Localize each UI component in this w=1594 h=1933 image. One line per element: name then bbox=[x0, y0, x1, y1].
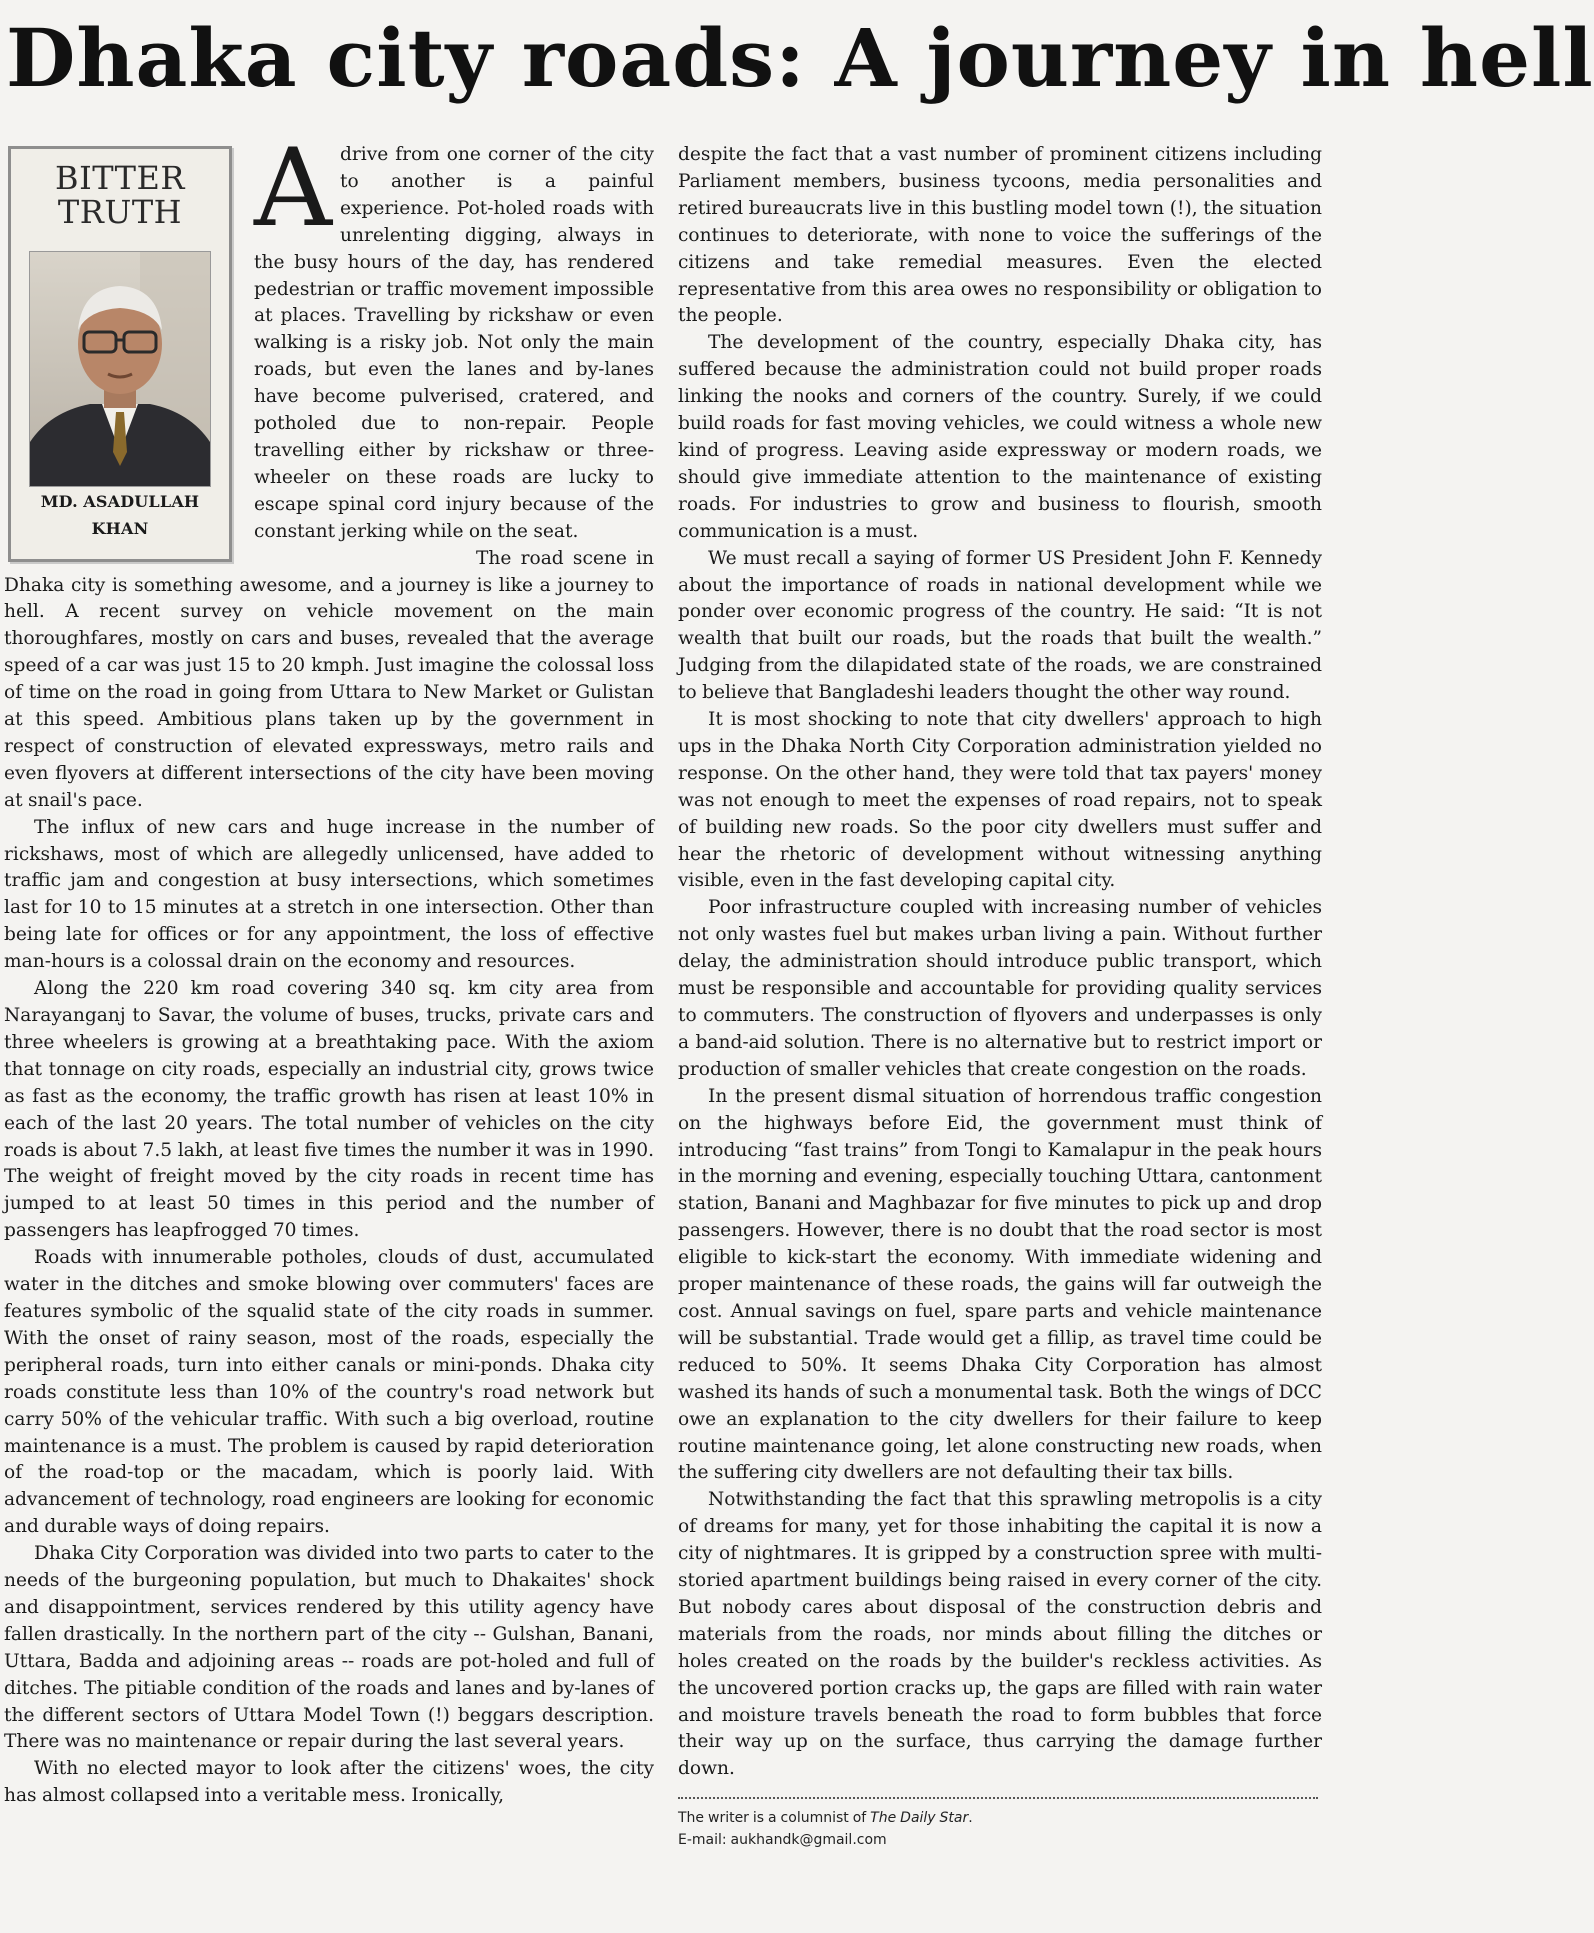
author-name: MD. ASADULLAH KHAN bbox=[40, 492, 200, 539]
article-column-right bbox=[678, 142, 1322, 1851]
writer-note bbox=[678, 1807, 1322, 1851]
paragraph-8: despite the fact that a vast number of prominent citizens including Parliament members, business tycoons, media personalities and retired bureaucrats live in this bustling model town (!), the situation continues to deteriorate, with none to voice the sufferings of the citizens and take remedial measures. Even the elected representative from this area owes no responsibility or obligation to the people. bbox=[678, 144, 1322, 327]
paragraph-10: We must recall a saying of former US President John F. Kennedy about the importance of roads in national development while we ponder over economic progress of the country. He said: “It is not wealth that built our roads, but the roads that built the wealth.” Judging from the dilapidated state of the roads, we are constrained to believe that Bangladeshi leaders thought the other way round. bbox=[678, 547, 1322, 704]
paragraph-13: In the present dismal situation of horrendous traffic congestion on the highways before Eid, the government must think of introducing “fast trains” from Tongi to Kamalapur in the peak hours in the morning and evening, especially touching Uttara, cantonment station, Banani and Maghbazar for five minutes to pick up and drop passengers. However, there is no doubt that the road sector is most eligible to kick-start the economy. With immediate widening and proper maintenance of these roads, the gains will far outweigh the cost. Annual savings on fuel, spare parts and vehicle maintenance will be substantial. Trade would get a fillip, as travel time could be reduced to 50%. It seems Dhaka City Corporation has almost washed its hands of such a monumental task. Both the wings of DCC owe an explanation to the city dwellers for their failure to keep routine maintenance going, let alone constructing new roads, when the suffering city dwellers are not defaulting their tax bills. bbox=[678, 1085, 1322, 1484]
headline: Dhaka city roads: A journey in hell bbox=[6, 11, 1594, 105]
paragraph-2: The road scene in Dhaka city is something awesome, and a journey is like a journey to hell. A recent survey on vehicle movement on the main thoroughfares, mostly on cars and buses, revealed that the average speed of a car was just 15 to 20 kmph. Just imagine the colossal loss of time on the road in going from Uttara to New Market or Gulistan at this speed. Ambitious plans taken up by the government in respect of construction of elevated expressways, metro rails and even flyovers at different intersections of the city have been moving at snail's pace. bbox=[4, 547, 654, 811]
paragraph-14: Notwithstanding the fact that this sprawling metropolis is a city of dreams for many, yet for those inhabiting the capital it is now a city of nightmares. It is gripped by a construction spree with multi-storied apartment buildings being raised in every corner of the city. But nobody cares about disposal of the construction debris and materials from the roads, nor minds about filling the ditches or holes created on the roads by the builder's reckless activities. As the uncovered portion cracks up, the gaps are filled with rain water and moisture travels beneath the road to form bubbles that force their way up on the surface, thus carrying the damage further down. bbox=[678, 1489, 1322, 1780]
column-title-line2: TRUTH bbox=[57, 193, 183, 231]
paragraph-9: The development of the country, especially Dhaka city, has suffered because the administration could not build proper roads linking the nooks and corners of the country. Surely, if we could build roads for fast moving vehicles, we could witness a whole new kind of progress. Leaving aside expressway or modern roads, we should give immediate attention to the maintenance of existing roads. For industries to grow and business to flourish, smooth communication is a must. bbox=[678, 332, 1322, 542]
drop-cap: A bbox=[254, 126, 332, 251]
paragraph-3: The influx of new cars and huge increase in the number of rickshaws, most of which are allegedly unlicensed, have added to traffic jam and congestion at busy intersections, which sometimes last for 10 to 15 minutes at a stretch in one intersection. Other than being late for offices or for any appointment, the loss of effective man-hours is a colossal drain on the economy and resources. bbox=[4, 816, 654, 973]
paragraph-12: Poor infrastructure coupled with increasing number of vehicles not only wastes fuel but makes urban living a pain. Without further delay, the administration should introduce public transport, which must be responsible and accountable for providing quality services to commuters. The construction of flyovers and underpasses is only a band-aid solution. There is no alternative but to restrict import or production of smaller vehicles that create congestion on the roads. bbox=[678, 897, 1322, 1080]
column-title bbox=[11, 161, 229, 229]
paragraph-4: Along the 220 km road covering 340 sq. km city area from Narayanganj to Savar, the volume of buses, trucks, private cars and three wheelers is growing at a breathtaking pace. With the axiom that tonnage on city roads, especially an industrial city, grows twice as fast as the economy, the traffic growth has risen at least 10% in each of the last 20 years. The total number of vehicles on the city roads is about 7.5 lakh, at least five times the number it was in 1990. The weight of freight moved by the city roads in recent time has jumped to at least 50 times in this period and the number of passengers has leapfrogged 70 times. bbox=[4, 978, 654, 1242]
paragraph-11: It is most shocking to note that city dwellers' approach to high ups in the Dhaka North City Corporation administration yielded no response. On the other hand, they were told that tax payers' money was not enough to meet the expenses of road repairs, not to speak of building new roads. So the poor city dwellers must suffer and hear the rhetoric of development without witnessing anything visible, even in the fast developing capital city. bbox=[678, 709, 1322, 892]
publication-name: The Daily Star bbox=[870, 1810, 969, 1827]
paragraph-5: Roads with innumerable potholes, clouds of dust, accumulated water in the ditches and smoke blowing over commuters' faces are features symbolic of the squalid state of the city roads in summer. With the onset of rainy season, most of the roads, especially the peripheral roads, turn into either canals or mini-ponds. Dhaka city roads constitute less than 10% of the country's road network but carry 50% of the vehicular traffic. With such a big overload, routine maintenance is a must. The problem is caused by rapid deterioration of the road-top or the macadam, which is poorly laid. With advancement of technology, road engineers are looking for economic and durable ways of doing repairs. bbox=[4, 1247, 654, 1538]
writer-credit bbox=[678, 1807, 1322, 1829]
writer-prefix: The writer is a columnist of bbox=[678, 1810, 867, 1827]
paragraph-6: Dhaka City Corporation was divided into two parts to cater to the needs of the burgeoning population, but much to Dhakaites' shock and disappointment, services rendered by this utility agency have fallen drastically. In the northern part of the city -- Gulshan, Banani, Uttara, Badda and adjoining areas -- roads are pot-holed and full of ditches. The pitiable condition of the roads and lanes and by-lanes of the different sectors of Uttara Model Town (!) beggars description. There was no maintenance or repair during the last several years. bbox=[4, 1543, 654, 1753]
column-title-line1: BITTER bbox=[55, 159, 185, 197]
footer-divider bbox=[678, 1797, 1318, 1799]
writer-email: E-mail: aukhandk@gmail.com bbox=[678, 1832, 887, 1849]
author-portrait bbox=[29, 251, 211, 487]
writer-suffix: . bbox=[968, 1810, 973, 1827]
bitter-truth-box bbox=[8, 146, 232, 562]
article-column-left bbox=[4, 126, 654, 1810]
paragraph-1-text: drive from one corner of the city to another is a painful experience. Pot-holed roads with unrelenting digging, always in the busy hours of the day, has rendered pedestrian or traffic movement impossible at places. Travelling by rickshaw or even walking is a risky job. Not only the main roads, but even the lanes and by-lanes have become pulverised, cratered, and potholed due to non-repair. People travelling either by rickshaw or three-wheeler on these roads are lucky to escape spinal cord injury because of the constant jerking while on the seat. bbox=[254, 144, 654, 542]
paragraph-7: With no elected mayor to look after the citizens' woes, the city has almost collapsed into a veritable mess. Ironically, bbox=[4, 1758, 654, 1807]
